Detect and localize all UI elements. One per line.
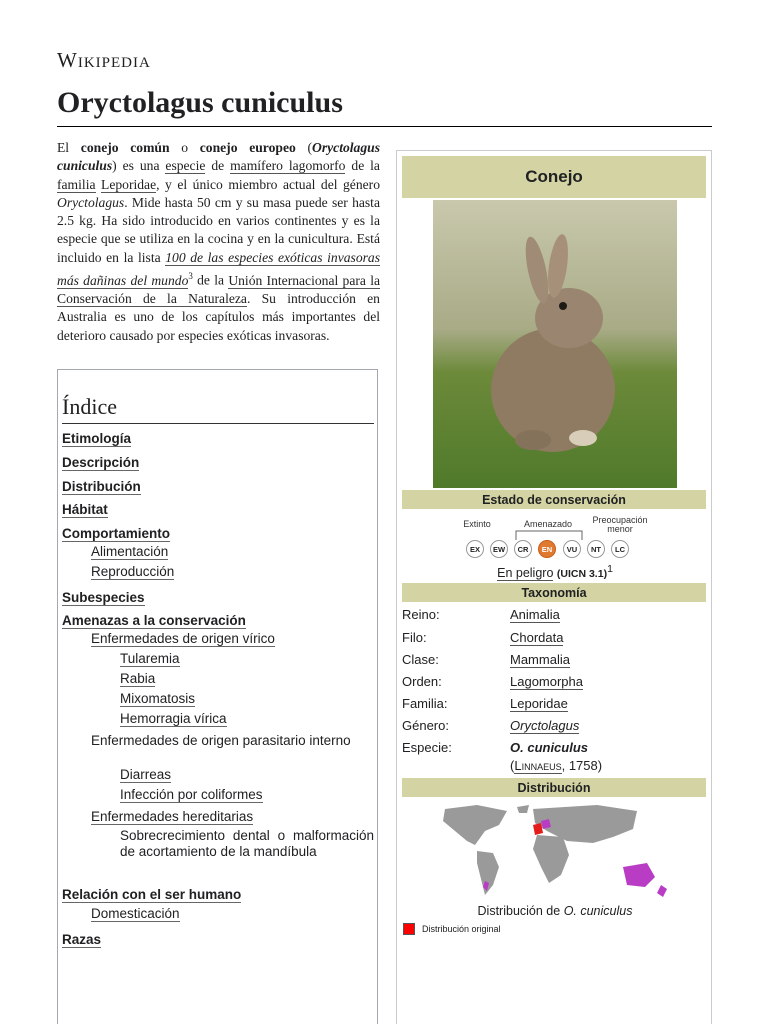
status-link[interactable]: En peligro	[497, 566, 554, 581]
toc-title: Índice	[62, 394, 117, 419]
intro-text: , y el único miembro actual del género	[156, 176, 380, 192]
toc-item[interactable]: Hemorragia vírica	[120, 711, 227, 726]
intro-text: de la	[192, 272, 229, 288]
infobox-title: Conejo	[402, 156, 706, 198]
link-mamifero-lagomorfo[interactable]: mamífero lagomorfo	[230, 158, 346, 174]
rabbit-photo[interactable]	[433, 200, 677, 488]
bold-term: conejo europeo	[199, 140, 296, 155]
authority-link[interactable]: Linnaeus	[514, 758, 562, 773]
intro-text: de	[205, 158, 231, 174]
distribution-header: Distribución	[402, 778, 706, 797]
intro-text: El	[57, 140, 81, 155]
scale-label-extinct: Extinto	[463, 519, 491, 529]
status-ex[interactable]: EX	[466, 540, 484, 558]
toc-item[interactable]: Subespecies	[62, 590, 145, 605]
link-uicn[interactable]: Unión Internacional para la Conservación de la Naturaleza	[57, 272, 380, 306]
legend-swatch-native	[403, 923, 415, 935]
intro-text: o	[169, 140, 200, 155]
toc-item[interactable]: Descripción	[62, 455, 140, 470]
taxonomy-header: Taxonomía	[402, 583, 706, 602]
intro-text: ) es una	[112, 158, 166, 174]
intro-text: . Su introducción en Australia es uno de los capítulos más importantes del deterioro causado por especies exóticas invasoras.	[57, 290, 380, 343]
link-invasive-list[interactable]: 100 de las especies exóticas invasoras más dañinas del mundo	[57, 249, 380, 288]
intro-text: de la	[345, 158, 380, 174]
toc-item[interactable]: Domesticación	[91, 906, 180, 921]
toc-item[interactable]: Enfermedades de origen vírico	[91, 631, 275, 646]
toc-item[interactable]: Comportamiento	[62, 526, 170, 541]
wikipedia-logo[interactable]: Wikipedia	[57, 48, 151, 72]
toc-item[interactable]: Hábitat	[62, 502, 108, 517]
toc-item[interactable]: Relación con el ser humano	[62, 887, 242, 902]
toc-item[interactable]: Alimentación	[91, 544, 169, 559]
toc-item[interactable]: Reproducción	[91, 564, 175, 579]
page-title: Oryctolagus cuniculus	[57, 86, 343, 119]
toc-item[interactable]: Infección por coliformes	[120, 787, 263, 802]
intro-paragraph	[57, 139, 380, 345]
conservation-status	[397, 564, 713, 580]
genus-name: Oryctolagus	[57, 194, 125, 210]
intro-text: (	[295, 140, 313, 155]
toc-item[interactable]: Enfermedades de origen parasitario interno	[91, 733, 351, 748]
title-divider	[57, 126, 712, 127]
scale-label-least-concern: Preocupación menor	[592, 515, 648, 534]
toc-item[interactable]: Razas	[62, 932, 102, 947]
conservation-header: Estado de conservación	[402, 490, 706, 509]
toc-divider	[62, 423, 374, 424]
legend-label: Distribución original	[422, 924, 501, 934]
bold-term: conejo común	[80, 140, 170, 155]
distribution-map[interactable]	[437, 801, 673, 904]
status-vu[interactable]: VU	[563, 540, 581, 558]
toc-item[interactable]: Sobrecrecimiento dental o malformación de acortamiento de la mandíbula	[120, 828, 374, 859]
reference-1[interactable]: 1	[607, 564, 613, 575]
link-especie[interactable]: especie	[165, 158, 206, 174]
toc-item[interactable]: Etimología	[62, 431, 132, 446]
status-nt[interactable]: NT	[587, 540, 605, 558]
toc-item[interactable]: Rabia	[120, 671, 156, 686]
scale-label-threatened: Amenazado	[523, 519, 573, 529]
status-lc[interactable]: LC	[611, 540, 629, 558]
link-leporidae[interactable]: Leporidae	[101, 176, 157, 192]
reference-3[interactable]: 3	[188, 271, 193, 282]
toc-item[interactable]: Mixomatosis	[120, 691, 196, 706]
link-familia[interactable]: familia	[57, 176, 96, 192]
toc-item[interactable]: Distribución	[62, 479, 141, 494]
toc-item[interactable]: Amenazas a la conservación	[62, 613, 246, 628]
status-ew[interactable]: EW	[490, 540, 508, 558]
scientific-name: Oryctolagus cuniculus	[57, 140, 380, 174]
map-caption: Distribución de O. cuniculus	[477, 904, 633, 918]
status-cr[interactable]: CR	[514, 540, 532, 558]
toc-item[interactable]: Tularemia	[120, 651, 180, 666]
status-en[interactable]: EN	[538, 540, 556, 558]
toc-item[interactable]: Enfermedades hereditarias	[91, 809, 254, 824]
intro-text: . Mide hasta 50 cm y su masa puede ser hasta 2.5 kg. Ha sido introducido en varios continentes y es la especie que se utiliza en la cocina y en la cunicultura. Está incluido en la lista	[57, 194, 380, 265]
status-source: (UICN 3.1)	[556, 568, 608, 581]
table-of-contents	[57, 369, 378, 1024]
infobox: Conejo Estado de conservación Extinto Amenazado Preocupación menor EX EW CR EN VU NT LC En peligro (UICN 3.1)$^1$ Taxonomía Reino: Animalia Filo: Chordata Clase: Mammalia Orden: Lagomorpha Familia: Leporidae Género: Oryctolagus Especie: O. cuniculus (Linnaeus, 1758) Distribución Distribución de O. cuniculus Distribución original	[396, 150, 712, 1024]
toc-item[interactable]: Diarreas	[120, 767, 172, 782]
